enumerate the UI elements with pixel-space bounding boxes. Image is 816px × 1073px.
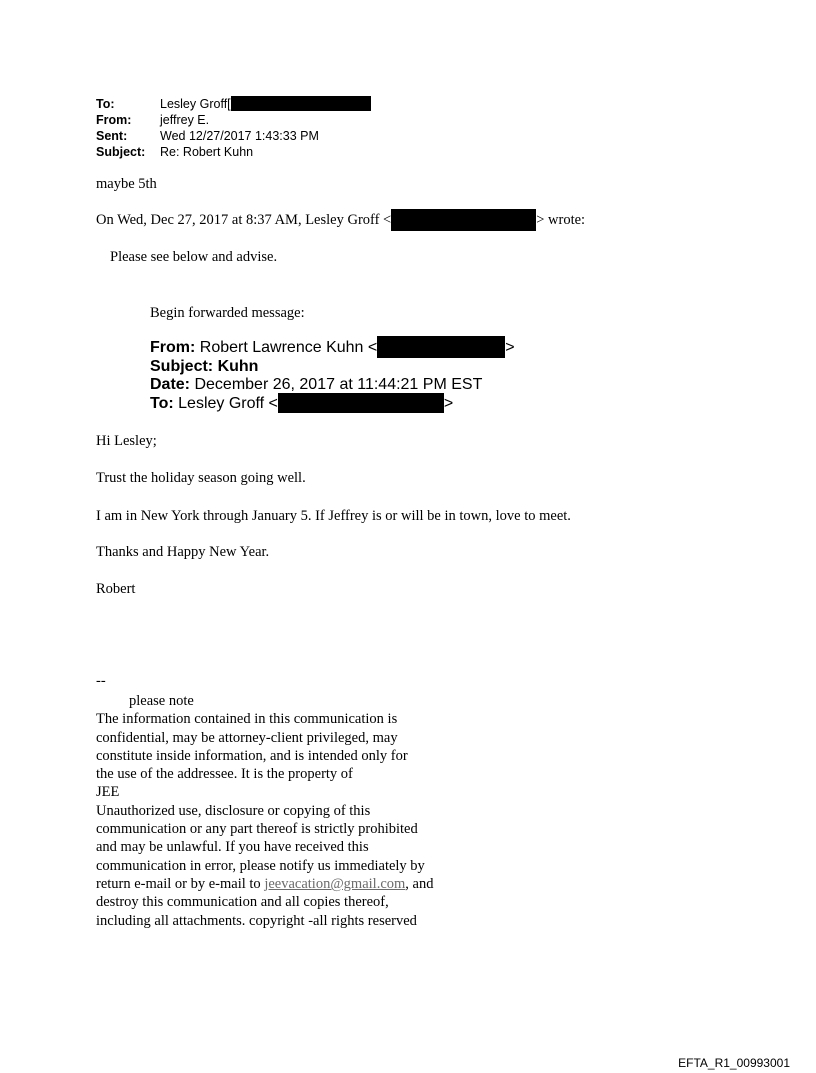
subject-value: Re: Robert Kuhn	[160, 145, 254, 159]
to-value: Lesley Groff[	[160, 97, 231, 111]
sent-label: Sent:	[96, 129, 128, 143]
redaction-box	[231, 96, 371, 111]
forward-date-value: December 26, 2017 at 11:44:21 PM EST	[194, 376, 483, 393]
signature-separator: --	[96, 673, 106, 689]
forward-from	[150, 339, 515, 358]
redaction-box	[391, 209, 536, 231]
redaction-box	[377, 336, 505, 358]
disclaimer-note: please note	[129, 693, 194, 709]
disclaimer-line: the use of the addressee. It is the property of	[96, 766, 353, 783]
forward-from-value: Robert Lawrence Kuhn <	[199, 339, 378, 356]
quote-intro-post: > wrote:	[536, 212, 586, 228]
message-line: Trust the holiday season going well.	[96, 470, 306, 486]
sent-value: Wed 12/27/2017 1:43:33 PM	[160, 129, 319, 143]
forward-subject-value: Kuhn	[217, 357, 259, 375]
quote-intro-pre: On Wed, Dec 27, 2017 at 8:37 AM, Lesley Groff <	[96, 212, 392, 228]
forward-date-label: Date:	[150, 376, 191, 393]
document-id: EFTA_R1_00993001	[678, 1056, 790, 1070]
disclaimer-line: including all attachments. copyright -all rights reserved	[96, 912, 417, 929]
disclaimer-line: JEE	[96, 784, 120, 801]
header-sent	[96, 128, 371, 144]
forward-subject-label: Subject:	[150, 357, 214, 375]
header-subject	[96, 144, 371, 160]
quote-intro	[96, 211, 585, 231]
message-greeting: Hi Lesley;	[96, 433, 157, 449]
forward-from-end: >	[505, 339, 515, 356]
disclaimer-line-post: , and	[405, 875, 434, 892]
disclaimer-line: and may be unlawful. If you have received this	[96, 839, 369, 856]
email-header	[96, 96, 371, 160]
from-value: jeffrey E.	[160, 113, 210, 127]
disclaimer-line: The information contained in this communication is	[96, 711, 398, 728]
message-line: I am in New York through January 5. If Jeffrey is or will be in town, love to meet.	[96, 508, 571, 524]
forward-to-end: >	[443, 394, 454, 412]
forward-to-value: Lesley Groff <	[178, 394, 278, 412]
forward-to-label: To:	[150, 394, 174, 412]
from-label: From:	[96, 113, 132, 127]
disclaimer	[96, 692, 516, 930]
forward-from-label: From:	[150, 339, 196, 356]
forward-to	[150, 395, 453, 414]
disclaimer-line: confidential, may be attorney-client privileged, may	[96, 729, 398, 746]
quote-body: Please see below and advise.	[110, 249, 278, 265]
subject-label: Subject:	[96, 145, 146, 159]
disclaimer-line	[96, 875, 516, 893]
disclaimer-line: Unauthorized use, disclosure or copying of this	[96, 802, 371, 819]
message-signature: Robert	[96, 581, 136, 597]
email-link[interactable]: jeevacation@gmail.com	[264, 875, 406, 892]
message-line: Thanks and Happy New Year.	[96, 544, 270, 560]
forward-intro: Begin forwarded message:	[150, 305, 305, 321]
header-from	[96, 112, 371, 128]
header-to	[96, 96, 371, 112]
disclaimer-line: constitute inside information, and is intended only for	[96, 747, 408, 764]
disclaimer-line: communication in error, please notify us immediately by	[96, 857, 425, 874]
redaction-box	[278, 393, 444, 413]
reply-body: maybe 5th	[96, 176, 157, 192]
forward-subject	[150, 358, 258, 377]
disclaimer-line-pre: return e-mail or by e-mail to	[96, 875, 265, 892]
disclaimer-line: destroy this communication and all copies thereof,	[96, 894, 389, 911]
disclaimer-line: communication or any part thereof is strictly prohibited	[96, 821, 418, 838]
to-label: To:	[96, 97, 115, 111]
